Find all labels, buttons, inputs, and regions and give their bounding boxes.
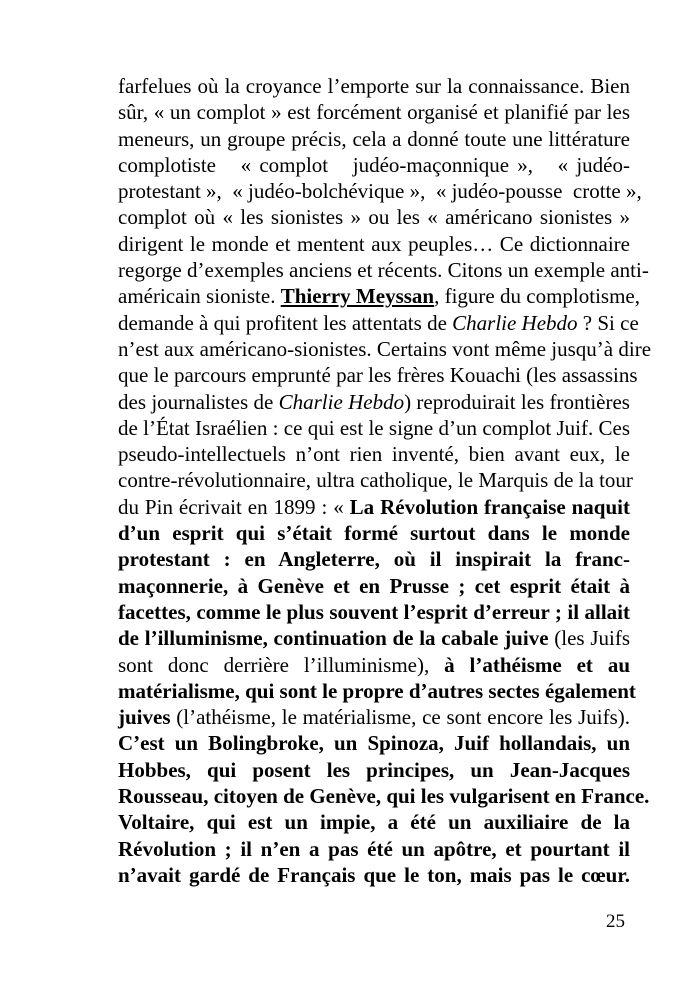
bold-quote: C’est un Bolingbroke, un Spinoza, Juif hollandais, un [118,731,630,756]
text-line [118,362,638,388]
page-number: 25 [606,911,625,932]
text-segment: pseudo-intellectuels n’ont rien inventé, bien avant eux, le [118,442,630,467]
bold-quote: protestant : en Angleterre, où il inspirait la franc- [118,547,630,572]
text-line [118,836,630,862]
bold-quote: à l’athéisme et au [444,652,630,677]
text-segment: ) reproduirait les frontières [404,389,630,414]
text-line [118,546,630,572]
text-segment: (l’athéisme, le matérialisme, ce sont encore les Juifs). [170,705,630,730]
bold-quote: matérialisme, qui sont le propre d’autres sectes également [118,678,636,703]
text-line [118,310,639,336]
bold-quote: Rousseau, citoyen de Genève, qui les vulgarisent en France. [118,784,650,809]
text-segment: sont donc derrière l’illuminisme), [118,652,445,677]
text-line [118,494,630,520]
text-line [118,441,630,467]
bold-quote: Voltaire, qui est un impie, a été un auxiliaire de la [118,810,630,835]
text-line [118,520,630,546]
text-segment: que le parcours emprunté par les frères Kouachi (les assassins [118,363,638,388]
bold-quote: n’avait gardé de Français que le ton, mais pas le cœur. [118,862,630,887]
text-segment: farfelues où la croyance l’emporte sur la connaissance. Bien [118,74,630,98]
text-segment: regorge d’exemples anciens et récents. Citons un exemple anti- [118,258,649,283]
text-segment: contre-révolutionnaire, ultra catholique, le Marquis de la tour [118,468,633,493]
bold-quote: d’un esprit qui s’était formé surtout dans le monde [118,521,630,546]
text-line [118,231,630,257]
text-segment: complot où « les sionistes » ou les « américano sionistes » [118,205,630,230]
italic-title: Charlie Hebdo [278,389,405,414]
text-segment: n’est aux américano-sionistes. Certains vont même jusqu’à dire [118,336,652,361]
text-line [118,467,633,493]
bold-quote: facettes, comme le plus souvent l’esprit d’erreur ; il allait [118,599,630,624]
text-segment: du Pin écrivait en 1899 : « [118,494,350,519]
body-text [118,73,652,888]
bold-quote: La Révolution française naquit [349,494,630,519]
text-segment: ? Si ce [577,310,639,335]
text-line [118,257,649,283]
text-segment: complotiste « complot judéo-maçonnique », « judéo- [118,152,630,177]
text-line [118,757,630,783]
text-line [118,204,630,230]
text-segment: des journalistes de [118,389,279,414]
text-line [118,126,630,152]
bold-quote: Révolution ; il n’en a pas été un apôtre, et pourtant il [118,836,630,861]
text-segment: américain sioniste. [118,284,281,309]
text-line [118,99,630,125]
text-line [118,599,630,625]
text-line [118,730,630,756]
text-segment: , figure du complotisme, [434,284,640,309]
text-segment: protestant », « judéo-bolchévique », « judéo-pousse crotte », [118,179,642,204]
text-line [118,283,640,309]
text-segment: sûr, « un complot » est forcément organisé et planifié par les [118,100,630,125]
text-line [118,415,630,441]
text-line [118,178,642,204]
text-line [118,336,652,362]
text-line [118,652,630,678]
bold-quote: de l’illuminisme, continuation de la cabale juive [118,626,549,651]
text-segment: meneurs, un groupe précis, cela a donné toute une littérature [118,126,630,151]
text-line [118,625,630,651]
text-segment: de l’État Israélien : ce qui est le signe d’un complot Juif. Ces [118,415,630,440]
text-line [118,389,630,415]
italic-title: Charlie Hebdo [452,310,578,335]
bold-quote: Hobbes, qui posent les principes, un Jean-Jacques [118,757,630,782]
text-line [118,73,630,99]
text-segment: dirigent le monde et mentent aux peuples… Ce dictionnaire [118,231,630,256]
underlined-name: Thierry Meyssan [280,284,435,309]
text-line [118,783,650,809]
text-line [118,704,630,730]
text-line [118,809,630,835]
bold-quote: maçonnerie, à Genève et en Prusse ; cet esprit était à [118,573,630,598]
text-segment: demande à qui profitent les attentats de [118,310,453,335]
text-line [118,152,630,178]
bold-quote: juives [118,705,171,730]
text-line [118,862,630,888]
text-line [118,678,636,704]
text-segment: (les Juifs [548,626,630,651]
text-line [118,573,630,599]
